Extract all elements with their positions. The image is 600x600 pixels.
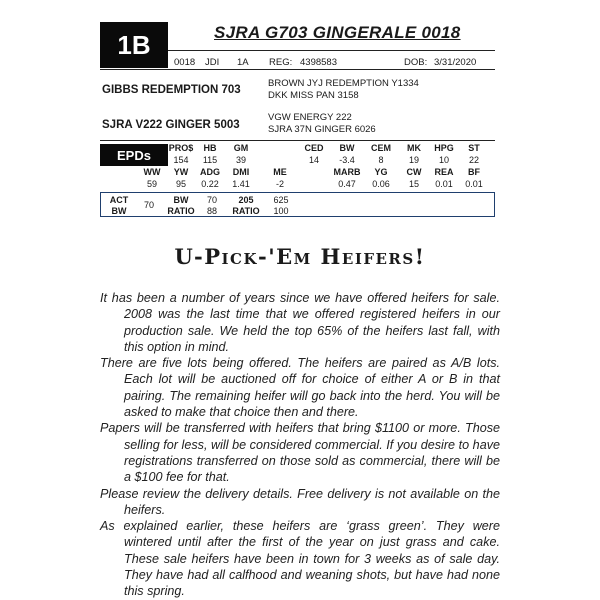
epd-value: 59 [146, 179, 157, 189]
w205-label: 205 [238, 195, 254, 205]
epd-header: ADG [200, 167, 220, 177]
epd-value: 10 [438, 155, 449, 165]
epd-value: 1.41 [232, 179, 250, 189]
notes-paragraph: Papers will be transferred with heifers that bring $1100 or more. Those selling for less, will be considered commercial. If you desire to have registrations transferred on those sold as commercial, there will be a $100 fee for that. [100, 421, 500, 485]
actuals-label: ACT [109, 195, 129, 205]
notes-paragraph: There are five lots being offered. The heifers are paired as A/B lots. Each lot will be auctioned off for choice of either A or B in that pairing. The remaining heifer will go back into the herd. You will be asked to make that choice then and there. [100, 356, 500, 420]
dob-value: 3/31/2020 [434, 57, 477, 68]
epd-header: DMI [232, 167, 250, 177]
epd-header: WW [143, 167, 161, 177]
w205-ratio: 100 [273, 206, 289, 216]
epd-value: 0.22 [201, 179, 219, 189]
epd-header: ST [468, 143, 480, 153]
sire-dam: DKK MISS PAN 3158 [268, 90, 359, 101]
epd-value: 0.01 [465, 179, 483, 189]
epd-header: CEM [371, 143, 391, 153]
epd-value: 22 [468, 155, 479, 165]
lot-code: 1A [237, 57, 249, 68]
epd-value: 19 [408, 155, 419, 165]
notes-body [100, 290, 500, 600]
header-divider [168, 50, 495, 51]
epd-header: BF [468, 167, 480, 177]
epd-value: 115 [202, 155, 218, 165]
dam-dam: SJRA 37N GINGER 6026 [268, 124, 376, 135]
section-heading: U-Pick-'Em Heifers! [174, 244, 426, 269]
epd-header: GM [233, 143, 249, 153]
w205-ratio-label: RATIO [232, 206, 260, 216]
bw-ratio: 88 [206, 206, 217, 216]
header-bottom-rule [100, 69, 495, 70]
epd-header: MK [407, 143, 421, 153]
epd-header: YW [173, 167, 189, 177]
dam-sire: VGW ENERGY 222 [268, 112, 352, 123]
bw-ratio-label: RATIO [167, 206, 195, 216]
epd-value: 14 [308, 155, 319, 165]
epd-value: 0.06 [372, 179, 390, 189]
reg-label: REG: [269, 57, 293, 68]
notes-paragraph: It has been a number of years since we have offered heifers for sale. 2008 was the last time that we offered registered heifers in our production sale. We held the top 65% of the heifers last fall, with this option in mind. [100, 291, 500, 354]
sire-name: GIBBS REDEMPTION 703 [102, 84, 241, 96]
epd-header: ME [273, 167, 287, 177]
epd-value: 8 [378, 155, 384, 165]
animal-name: SJRA G703 GINGERALE 0018 [214, 23, 461, 42]
epd-value: 0.01 [435, 179, 453, 189]
w205-value: 625 [273, 195, 289, 205]
epd-header: CED [304, 143, 324, 153]
dam-name: SJRA V222 GINGER 5003 [102, 119, 240, 131]
notes-paragraph: As explained earlier, these heifers are ‘grass green’. They were wintered until after the first of the year on just grass and cake. These sale heifers have been in town for 3 weeks as of sale day. They have had all calfhood and weaning shots, but have had none this spring. [100, 519, 500, 599]
reg-number: 4398583 [300, 57, 337, 68]
epd-value: 39 [235, 155, 246, 165]
epd-value: 95 [175, 179, 186, 189]
epd-header: HPG [434, 143, 454, 153]
actuals-label: BW [111, 206, 127, 216]
epd-header: MARB [333, 167, 361, 177]
bw-label: BW [173, 195, 189, 205]
epd-header: PRO$ [168, 143, 194, 153]
epd-value: 0.47 [338, 179, 356, 189]
epd-value: -2 [275, 179, 284, 189]
epd-header: BW [339, 143, 355, 153]
lot-number-badge: 1B [100, 22, 168, 68]
owner-code: JDI [205, 57, 220, 68]
bw-value: 70 [206, 195, 217, 205]
epd-top-rule [100, 140, 495, 141]
notes-paragraph: Please review the delivery details. Free delivery is not available on the heifers. [100, 486, 500, 517]
epd-header: HB [203, 143, 217, 153]
epd-value: 15 [408, 179, 419, 189]
epd-header: CW [406, 167, 422, 177]
tag-number: 0018 [174, 57, 196, 68]
epd-value: -3.4 [339, 155, 355, 165]
actual-bw: 70 [143, 200, 154, 210]
dob-label: DOB: [404, 57, 428, 68]
epd-header: YG [374, 167, 388, 177]
epd-label: EPDs [100, 144, 168, 166]
epd-value: 154 [173, 155, 189, 165]
epd-header: REA [434, 167, 454, 177]
sire-sire: BROWN JYJ REDEMPTION Y1334 [268, 78, 419, 89]
